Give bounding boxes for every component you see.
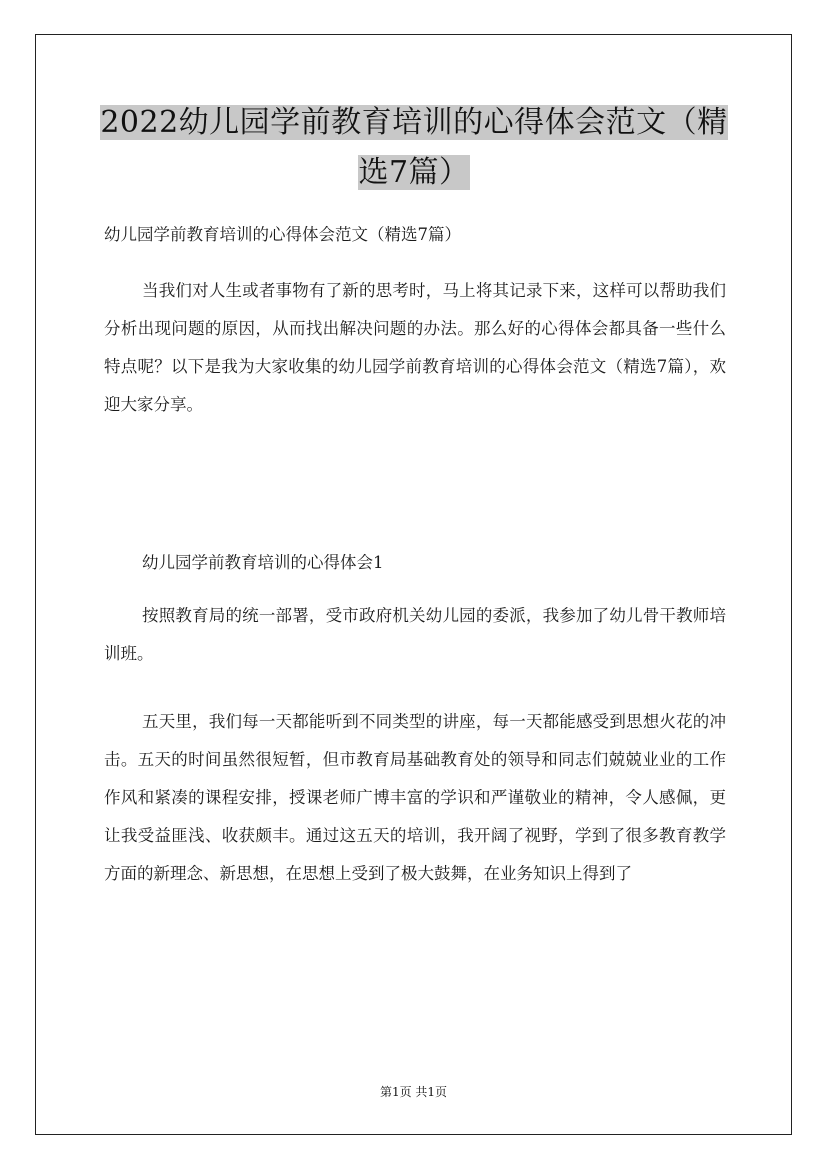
page-footer: 第1页 共1页 — [379, 1085, 448, 1099]
section-heading: 幼儿园学前教育培训的心得体会1 — [142, 553, 384, 572]
body-paragraph-2: 五天里，我们每一天都能听到不同类型的讲座，每一天都能感受到思想火花的冲击。五天的时间虽然很短暂，但市教育局基础教育处的领导和同志们兢兢业业的工作作风和紧凑的课程安排，授课老师广博丰富的学识和严谨敬业的精神，令人感佩，更让我受益匪浅、收获颇丰。通过这五天的培训，我开阔了视野，学到了很多教育教学方面的新理念、新思想，在思想上受到了极大鼓舞，在业务知识上得到了 — [104, 712, 726, 883]
document-title-text: 2022幼儿园学前教育培训的心得体会范文（精选7篇） — [100, 105, 728, 190]
document-subtitle: 幼儿园学前教育培训的心得体会范文（精选7篇） — [104, 225, 461, 244]
body-paragraph-1: 按照教育局的统一部署，受市政府机关幼儿园的委派，我参加了幼儿骨干教师培训班。 — [104, 606, 726, 663]
page-border — [35, 34, 792, 1135]
document-title — [100, 98, 728, 198]
intro-paragraph: 当我们对人生或者事物有了新的思考时，马上将其记录下来，这样可以帮助我们分析出现问题的原因，从而找出解决问题的办法。那么好的心得体会都具备一些什么特点呢？以下是我为大家收集的幼儿园学前教育培训的心得体会范文（精选7篇），欢迎大家分享。 — [104, 281, 726, 414]
